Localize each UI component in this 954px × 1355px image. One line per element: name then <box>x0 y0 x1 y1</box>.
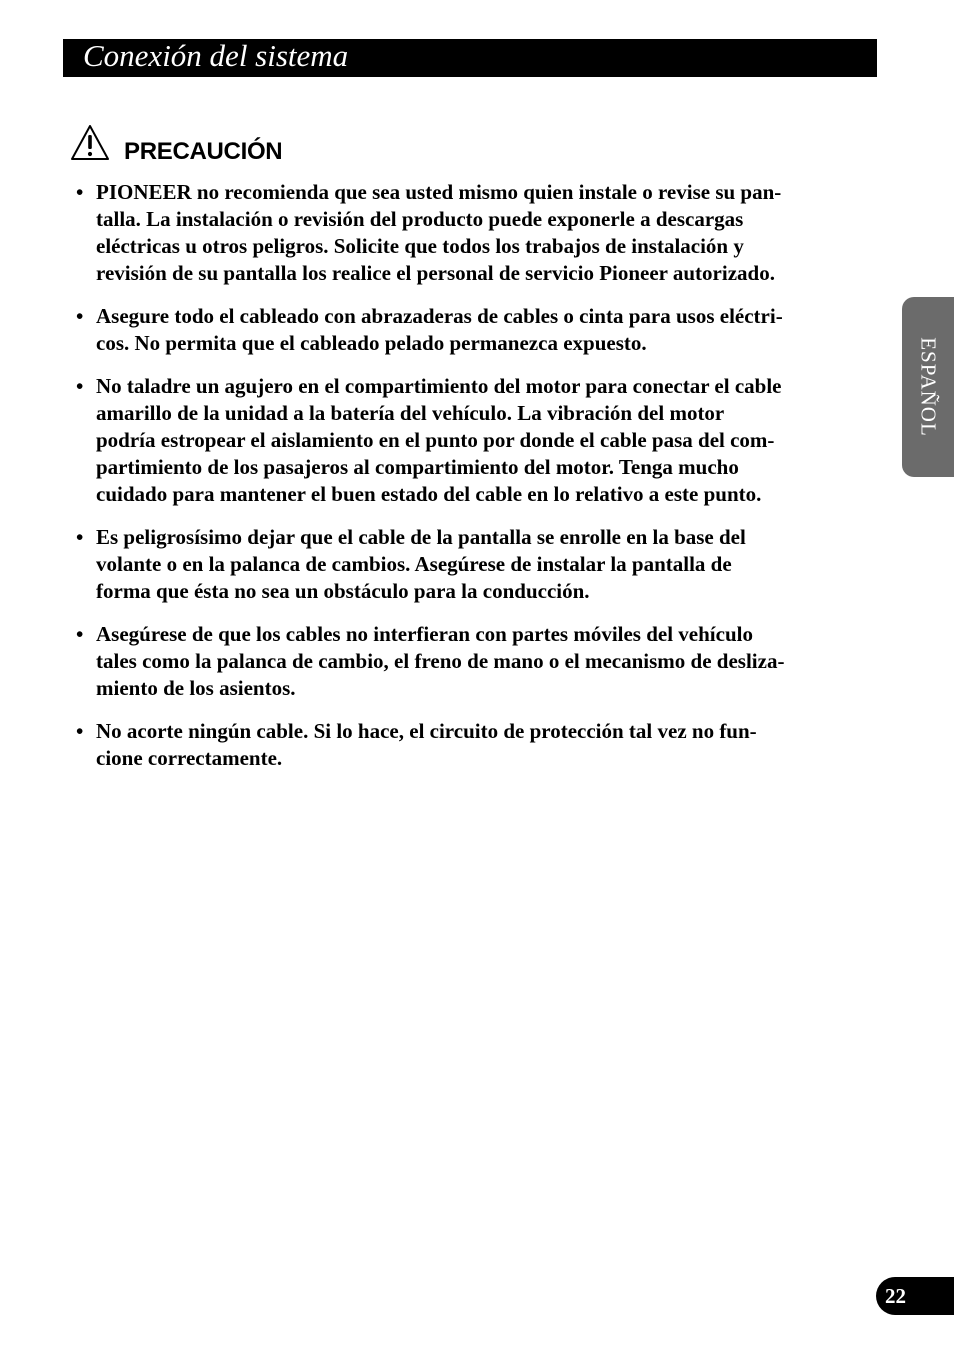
caution-text-line: tales como la palanca de cambio, el freno de mano o el mecanismo de desliza- <box>96 649 785 673</box>
caution-text-line: revisión de su pantalla los realice el personal de servicio Pioneer autorizado. <box>96 261 775 285</box>
caution-text-line: miento de los asientos. <box>96 676 296 700</box>
bullet-dot-icon: • <box>76 525 84 549</box>
caution-text-line: Asegúrese de que los cables no interfieran con partes móviles del vehículo <box>96 622 753 646</box>
caution-text-line: PIONEER no recomienda que sea usted mismo quien instale o revise su pan- <box>96 180 782 204</box>
page-number: 22 <box>885 1284 906 1308</box>
caution-text-line: eléctricas u otros peligros. Solicite que todos los trabajos de instalación y <box>96 234 744 258</box>
caution-text-line: cos. No permita que el cableado pelado permanezca expuesto. <box>96 331 647 355</box>
caution-text-line: No acorte ningún cable. Si lo hace, el circuito de protección tal vez no fun- <box>96 719 757 743</box>
caution-label: PRECAUCIÓN <box>124 138 283 165</box>
caution-text-line: talla. La instalación o revisión del producto puede exponerle a descargas <box>96 207 744 231</box>
caution-text-line: Es peligrosísimo dejar que el cable de la pantalla se enrolle en la base del <box>96 525 746 549</box>
caution-list-item <box>76 303 846 357</box>
caution-list-item <box>76 621 846 702</box>
caution-list-item <box>76 718 846 772</box>
caution-list-item <box>76 179 846 287</box>
caution-text-line: cuidado para mantener el buen estado del cable en lo relativo a este punto. <box>96 482 762 506</box>
caution-text-line: forma que ésta no sea un obstáculo para la conducción. <box>96 579 590 603</box>
bullet-dot-icon: • <box>76 304 84 328</box>
language-tab <box>902 297 954 477</box>
page-title: Conexión del sistema <box>83 38 349 73</box>
caution-text-line: cione correctamente. <box>96 746 283 770</box>
caution-list <box>76 179 846 788</box>
caution-list-item <box>76 524 846 605</box>
bullet-dot-icon: • <box>76 374 84 398</box>
bullet-dot-icon: • <box>76 180 84 204</box>
caution-list-item <box>76 373 846 508</box>
caution-text-line: podría estropear el aislamiento en el punto por donde el cable pasa del com- <box>96 428 775 452</box>
bullet-dot-icon: • <box>76 719 84 743</box>
caution-text-line: amarillo de la unidad a la batería del vehículo. La vibración del motor <box>96 401 725 425</box>
section-title-bar <box>63 39 877 77</box>
warning-triangle-icon <box>70 124 110 162</box>
caution-text-line: volante o en la palanca de cambios. Asegúrese de instalar la pantalla de <box>96 552 732 576</box>
language-tab-label: ESPAÑOL <box>916 337 941 437</box>
page-number-tab <box>876 1277 954 1315</box>
caution-text-line: No taladre un agujero en el compartimiento del motor para conectar el cable <box>96 374 782 398</box>
bullet-dot-icon: • <box>76 622 84 646</box>
caution-text-line: partimiento de los pasajeros al compartimiento del motor. Tenga mucho <box>96 455 739 479</box>
caution-text-line: Asegure todo el cableado con abrazaderas de cables o cinta para usos eléctri- <box>96 304 783 328</box>
